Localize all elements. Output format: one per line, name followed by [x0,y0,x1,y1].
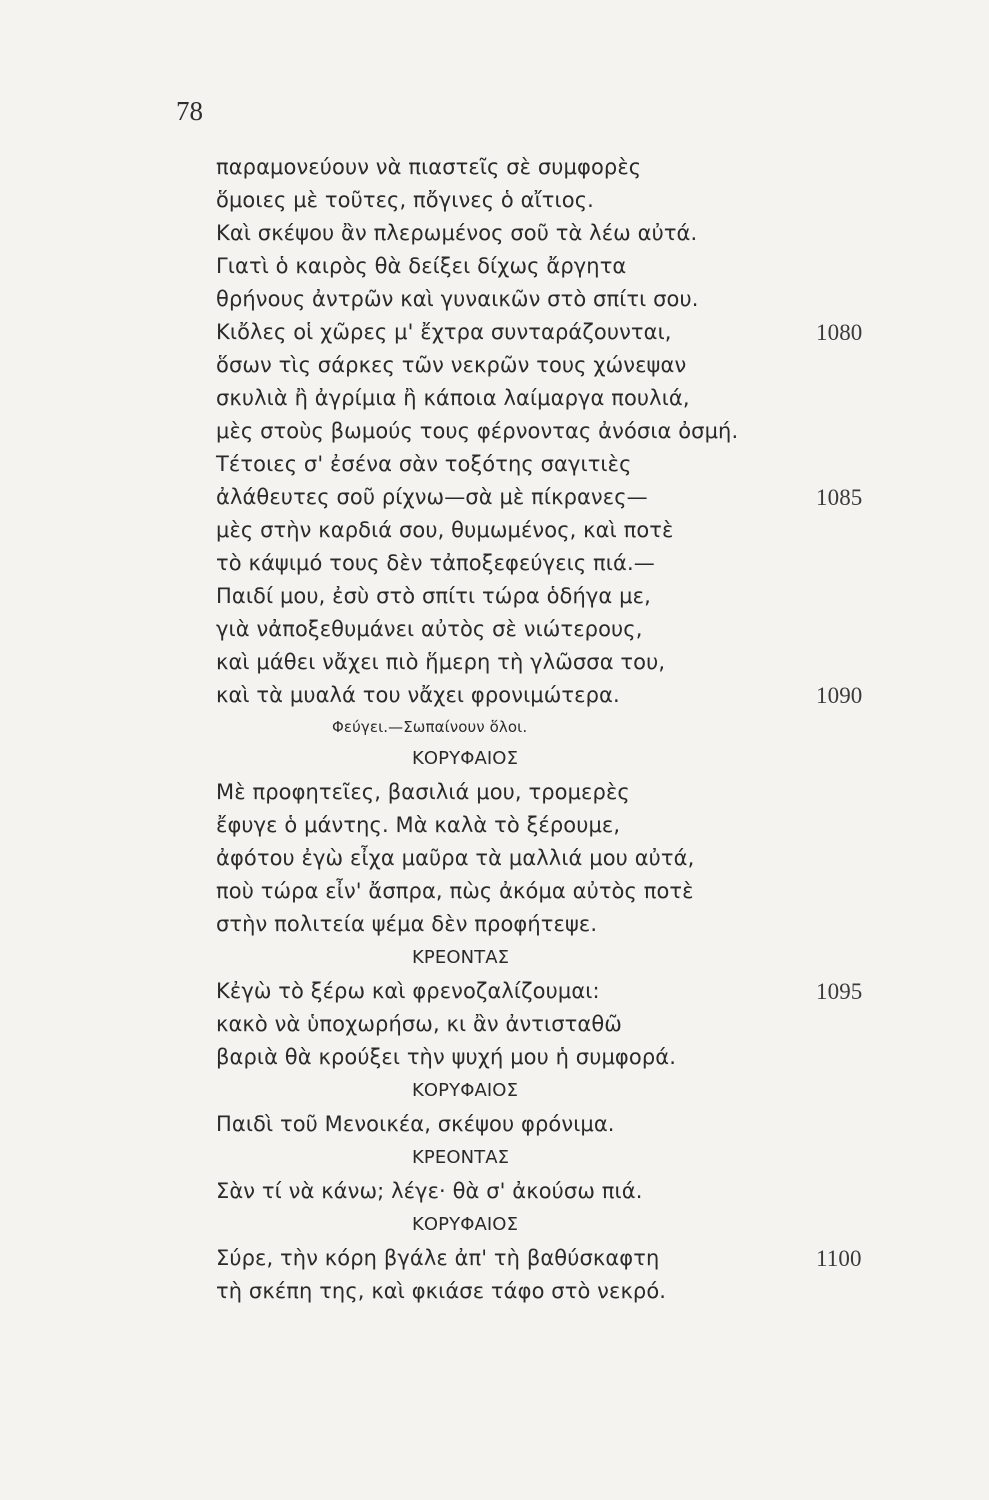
verse-line [216,481,863,514]
line-text: μὲς στοὺς βωμούς τους φέρνοντας ἀνόσια ὀσμή. [216,419,739,443]
line-text: ὅμοιες μὲ τοῦτες, πὄγινες ὁ αἴτιος. [216,188,594,212]
verse-line [216,1275,776,1308]
speaker-name [216,1208,776,1242]
verse-line [216,415,776,448]
line-number: 1085 [816,485,863,510]
verse-line [216,382,776,415]
line-text: θρήνους ἀντρῶν καὶ γυναικῶν στὸ σπίτι σου. [216,287,699,311]
line-text: Παιδὶ τοῦ Μενοικέα, σκέψου φρόνιμα. [216,1112,615,1136]
verse-line [216,316,863,349]
verse-line [216,184,776,217]
line-text: καὶ τὰ μυαλά του νἄχει φρονιμώτερα. [216,683,620,707]
line-text: Φεύγει.—Σωπαίνουν ὅλοι. [332,718,528,736]
stage-direction [216,712,776,742]
line-text: ΚΟΡΥΦΑΙΟΣ [412,1080,519,1101]
page-number: 78 [176,96,203,126]
verse-line [216,448,776,481]
verse-line [216,1108,776,1141]
line-text: ΚΡΕΟΝΤΑΣ [412,1147,510,1168]
verse-line [216,646,776,679]
verse-line [216,547,776,580]
line-text: ἀλάθευτες σοῦ ρίχνω—σὰ μὲ πίκρανες— [216,485,648,509]
line-text: Κἐγὼ τὸ ξέρω καὶ φρενοζαλίζουμαι: [216,979,600,1003]
speaker-name [216,1074,776,1108]
verse-line [216,1242,862,1275]
line-number: 1095 [816,979,863,1004]
line-text: Καὶ σκέψου ἂν πλερωμένος σοῦ τὰ λέω αὐτά. [216,221,698,245]
verse-line [216,349,776,382]
line-text: ποὺ τώρα εἶν' ἄσπρα, πὼς ἀκόμα αὐτὸς ποτὲ [216,879,694,903]
line-text: καὶ μάθει νἄχει πιὸ ἥμερη τὴ γλῶσσα του, [216,650,666,674]
verse-line [216,217,776,250]
verse-line [216,776,776,809]
verse-line [216,1041,776,1074]
verse-line [216,1175,776,1208]
speaker-name [216,742,776,776]
line-text: γιὰ νἀποξεθυμάνει αὐτὸς σὲ νιώτερους, [216,617,643,641]
line-text: κακὸ νὰ ὑποχωρήσω, κι ἂν ἀντισταθῶ [216,1012,622,1036]
verse-line [216,283,776,316]
line-text: Κιὄλες οἱ χῶρες μ' ἔχτρα συνταράζουνται, [216,320,672,344]
line-text: Τέτοιες σ' ἐσένα σὰν τοξότης σαγιτιὲς [216,452,632,476]
line-text: Μὲ προφητεῖες, βασιλιά μου, τρομερὲς [216,780,630,804]
verse-line [216,679,863,712]
speaker-name [216,941,776,975]
verse-line [216,875,776,908]
line-text: Σύρε, τὴν κόρη βγάλε ἀπ' τὴ βαθύσκαφτη [216,1246,660,1270]
line-text: στὴν πολιτεία ψέμα δὲν προφήτεψε. [216,912,598,936]
line-text: ἔφυγε ὁ μάντης. Μὰ καλὰ τὸ ξέρουμε, [216,813,621,837]
line-text: τὴ σκέπη της, καὶ φκιάσε τάφο στὸ νεκρό. [216,1279,667,1303]
line-text: βαριὰ θὰ κρούξει τὴν ψυχή μου ἡ συμφορά. [216,1045,676,1069]
line-text: Γιατὶ ὁ καιρὸς θὰ δείξει δίχως ἄργητα [216,254,627,278]
speaker-name [216,1141,776,1175]
verse-line [216,580,776,613]
line-number: 1080 [816,320,863,345]
line-text: ΚΟΡΥΦΑΙΟΣ [412,1214,519,1235]
verse-line [216,1008,776,1041]
line-text: Σὰν τί νὰ κάνω; λέγε· θὰ σ' ἀκούσω πιά. [216,1179,643,1203]
verse-line [216,975,863,1008]
line-text: μὲς στὴν καρδιά σου, θυμωμένος, καὶ ποτὲ [216,518,674,542]
line-text: ΚΟΡΥΦΑΙΟΣ [412,748,519,769]
verse-line [216,613,776,646]
poem-text [216,151,863,1308]
line-text: ἀφότου ἐγὼ εἶχα μαῦρα τὰ μαλλιά μου αὐτά, [216,846,695,870]
line-text: σκυλιὰ ἢ ἀγρίμια ἢ κάποια λαίμαργα πουλιά, [216,386,690,410]
line-text: ΚΡΕΟΝΤΑΣ [412,947,510,968]
line-text: Παιδί μου, ἐσὺ στὸ σπίτι τώρα ὁδήγα με, [216,584,651,608]
line-number: 1100 [816,1246,862,1271]
line-text: παραμονεύουν νὰ πιαστεῖς σὲ συμφορὲς [216,155,642,179]
line-number: 1090 [816,683,863,708]
line-text: ὅσων τὶς σάρκες τῶν νεκρῶν τους χώνεψαν [216,353,687,377]
line-text: τὸ κάψιμό τους δὲν τἀποξεφεύγεις πιά.— [216,551,655,575]
verse-line [216,908,776,941]
verse-line [216,514,776,547]
verse-line [216,842,776,875]
verse-line [216,809,776,842]
verse-line [216,151,776,184]
verse-line [216,250,776,283]
